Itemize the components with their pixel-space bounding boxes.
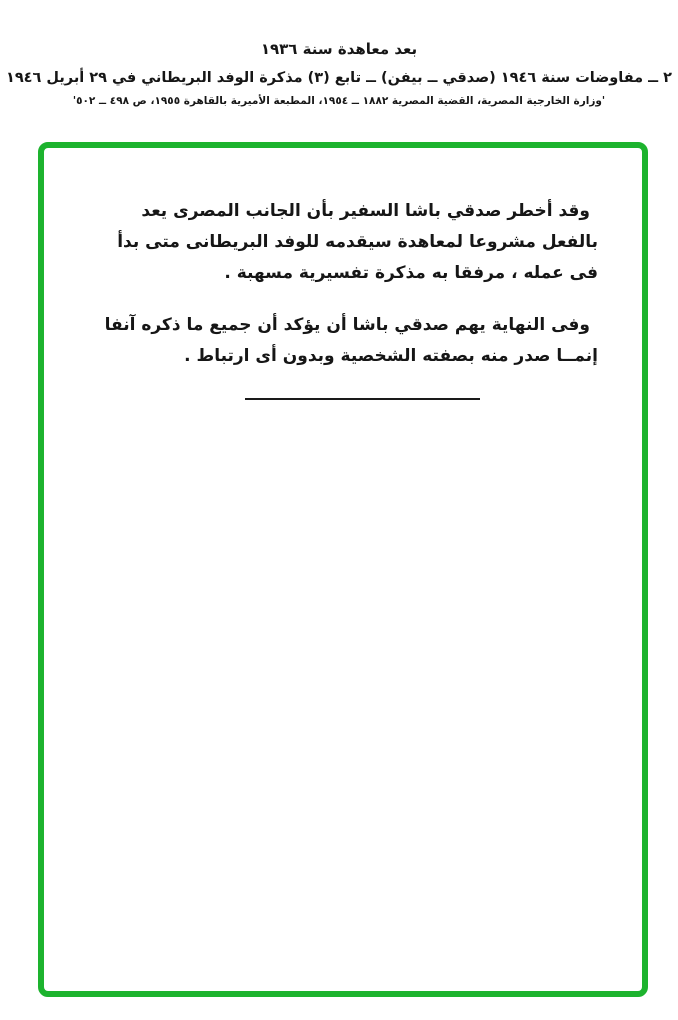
section-title: بعد معاهدة سنة ١٩٣٦: [260, 40, 418, 58]
annotation-highlight-box: [38, 142, 648, 997]
section-divider-rule: [245, 398, 480, 400]
body-paragraph-2: وفى النهاية يهم صدقي باشا أن يؤكد أن جميع ما ذكره آنفا إنمــا صدر منه بصفته الشخصية وبدون أى ارتباط .: [104, 315, 598, 366]
document-title: ٢ ــ مفاوضات سنة ١٩٤٦ (صدقي ــ بيفن) ــ تابع (٣) مذكرة الوفد البريطاني في ٢٩ أبريل ١٩٤٦: [5, 70, 673, 86]
body-paragraph-1: وقد أخطر صدقي باشا السفير بأن الجانب المصرى يعد بالفعل مشروعا لمعاهدة سيقدمه للوفد البريطانى متى بدأ فى عمله ، مرفقا به مذكرة تفسيرية مسهبة .: [117, 201, 598, 283]
page-header: [0, 40, 678, 107]
source-citation: 'وزارة الخارجية المصرية، القضية المصرية ١٨٨٢ ــ ١٩٥٤، المطبعة الأميرية بالقاهرة ١٩٥٥، ص ٤٩٨ ــ ٥٠٢': [72, 95, 606, 107]
